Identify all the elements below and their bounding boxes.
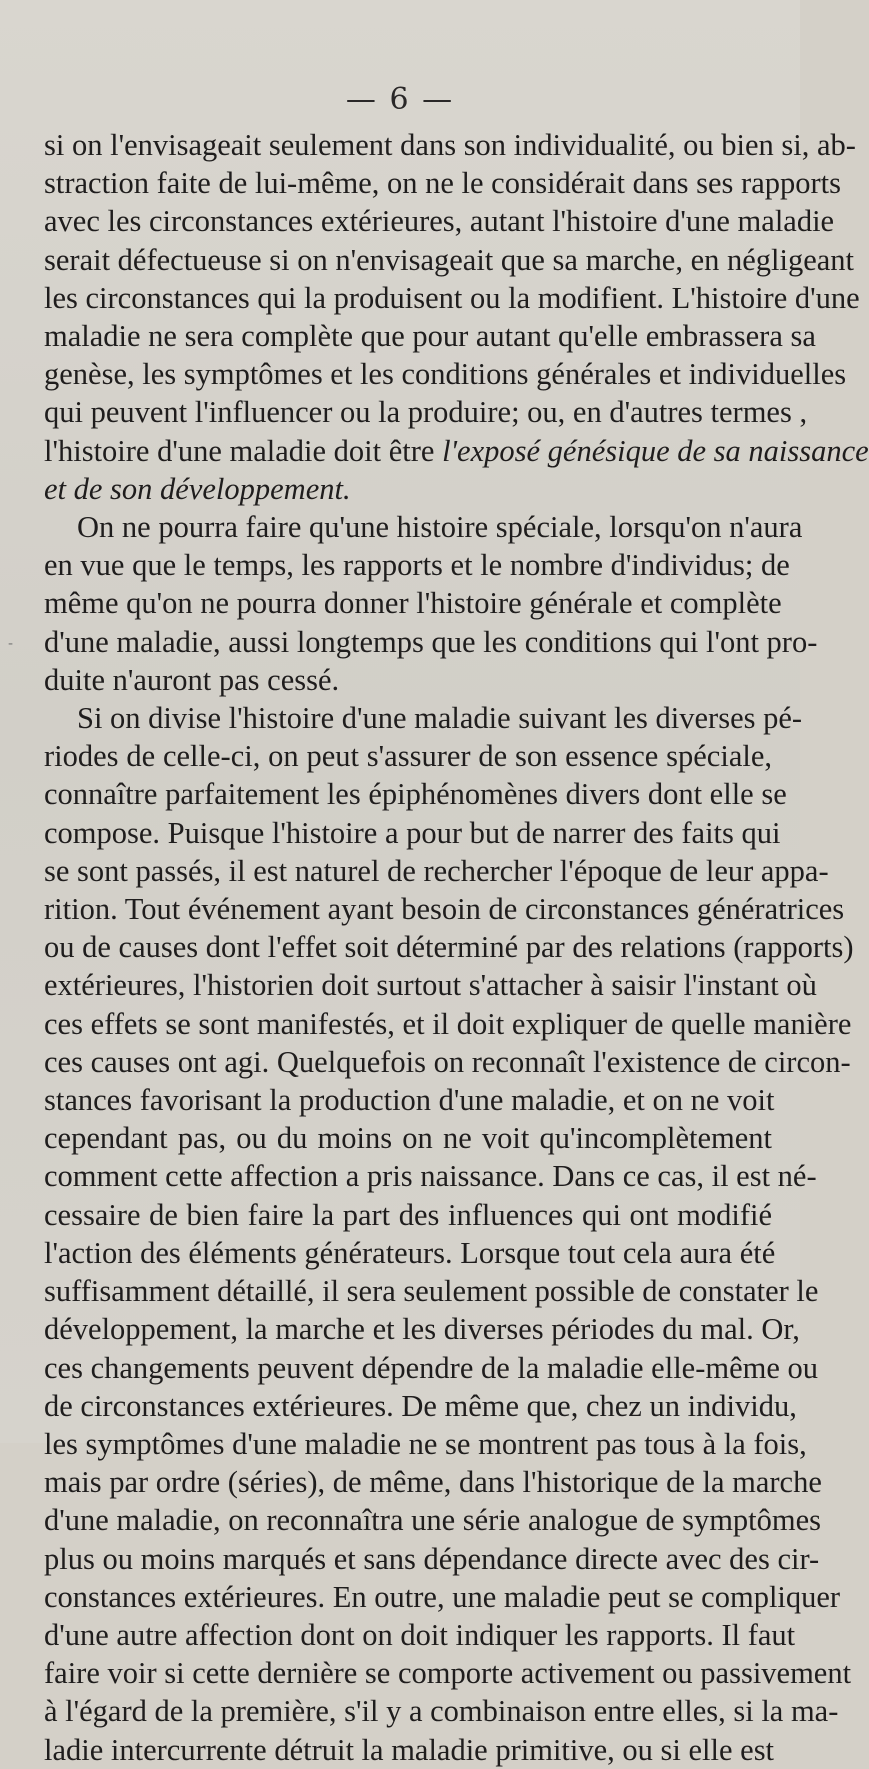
text-line: se sont passés, il est naturel de rechercher l'époque de leur appa- [44, 853, 829, 888]
text-line: rition. Tout événement ayant besoin de circonstances génératrices [44, 892, 845, 927]
text-line: à l'égard de la première, s'il y a combinaison entre elles, si la ma- [44, 1694, 839, 1729]
text-line: d'une maladie, on reconnaîtra une série analogue de symptômes [44, 1503, 822, 1538]
text-line: mais par ordre (séries), de même, dans l'historique de la marche [44, 1465, 822, 1500]
text-line: extérieures, l'historien doit surtout s'attacher à saisir l'instant où [44, 968, 817, 1003]
text-line: On ne pourra faire qu'une histoire spéciale, lorsqu'on n'aura [77, 510, 803, 545]
paragraph-1 [44, 126, 869, 508]
text-line: Si on divise l'histoire d'une maladie suivant les diverses pé- [77, 701, 803, 736]
text-line: serait défectueuse si on n'envisageait que sa marche, en négligeant [44, 242, 855, 277]
text-line: les circonstances qui la produisent ou la modifient. L'histoire d'une [44, 280, 860, 315]
text-line: qui peuvent l'influencer ou la produire; ou, en d'autres termes , [44, 395, 808, 430]
text-line: cessaire de bien faire la part des influences qui ont modifié [44, 1197, 772, 1232]
text-line: d'une autre affection dont on doit indiquer les rapports. Il faut [44, 1617, 796, 1652]
text-line: en vue que le temps, les rapports et le nombre d'individus; de [44, 548, 790, 583]
text-line: ces effets se sont manifestés, et il doit expliquer de quelle manière [44, 1006, 852, 1041]
text-line: de circonstances extérieures. De même que, chez un individu, [44, 1388, 797, 1423]
text-line: l'action des éléments générateurs. Lorsque tout cela aura été [44, 1235, 776, 1270]
text-line: ces causes ont agi. Quelquefois on reconnaît l'existence de circon- [44, 1044, 851, 1079]
text-line: duite n'auront pas cessé. [44, 662, 340, 697]
text-line: plus ou moins marqués et sans dépendance directe avec des cir- [44, 1541, 820, 1576]
text-line: comment cette affection a pris naissance. Dans ce cas, il est né- [44, 1159, 817, 1194]
margin-tick-mark: - [8, 636, 14, 652]
text-line: cependant pas, ou du moins on ne voit qu'incomplètement [44, 1121, 772, 1156]
paragraph-2 [44, 508, 818, 699]
text-line: suffisamment détaillé, il sera seulement possible de constater le [44, 1274, 819, 1309]
text-line: connaître parfaitement les épiphénomènes divers dont elle se [44, 777, 787, 812]
text-line: ces changements peuvent dépendre de la maladie elle-même ou [44, 1350, 819, 1385]
body-text [44, 126, 869, 1769]
page-number: — 6 — [345, 82, 455, 117]
text-line: maladie ne sera complète que pour autant qu'elle embrassera sa [44, 319, 816, 354]
text-line: avec les circonstances extérieures, autant l'histoire d'une maladie [44, 204, 835, 239]
text-line: faire voir si cette dernière se comporte activement ou passivement [44, 1656, 852, 1691]
text-line: constances extérieures. En outre, une maladie peut se compliquer [44, 1579, 841, 1614]
text-line: et de son développement. [44, 471, 351, 506]
text-line: si on l'envisageait seulement dans son individualité, ou bien si, ab- [44, 128, 856, 162]
text-line: les symptômes d'une maladie ne se montrent pas tous à la fois, [44, 1426, 807, 1461]
text-line: d'une maladie, aussi longtemps que les conditions qui l'ont pro- [44, 624, 818, 659]
paragraph-3 [44, 699, 854, 1769]
text-line: ladie intercurrente détruit la maladie primitive, ou si elle est [44, 1732, 775, 1767]
text-line: développement, la marche et les diverses périodes du mal. Or, [44, 1312, 800, 1347]
text-line: straction faite de lui-même, on ne le considérait dans ses rapports [44, 166, 841, 201]
text-line: riodes de celle-ci, on peut s'assurer de son essence spéciale, [44, 739, 772, 774]
text-line: même qu'on ne pourra donner l'histoire générale et complète [44, 586, 782, 621]
text-line: ou de causes dont l'effet soit déterminé par des relations (rapports) [44, 930, 854, 965]
text-line: genèse, les symptômes et les conditions générales et individuelles [44, 357, 847, 392]
text-line: l'histoire d'une maladie doit être l'exposé génésique de sa naissance [44, 433, 869, 468]
text-line: compose. Puisque l'histoire a pour but de narrer des faits qui [44, 815, 781, 850]
text-line: stances favorisant la production d'une maladie, et on ne voit [44, 1083, 775, 1118]
